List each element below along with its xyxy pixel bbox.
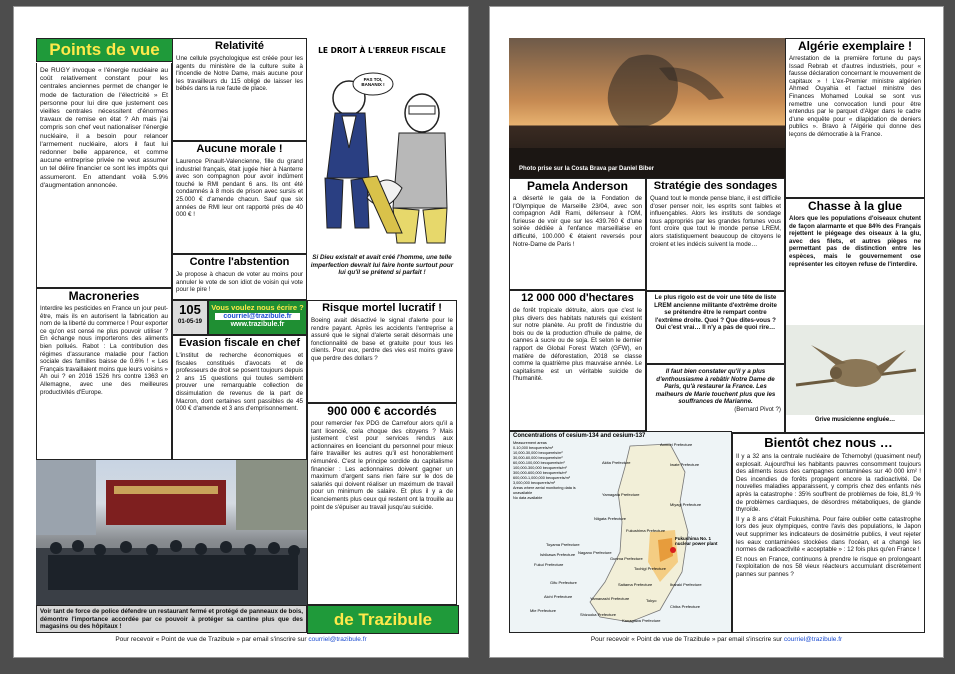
legend-item: 300,000-600,000 becquerels/m²	[513, 471, 567, 475]
article-hectares-text: de forêt tropicale détruite, alors que c'est le plus divers des habitats naturels qui existent sur notre planète. Au profit de l'industrie du bois ou de la production d'huile de palme, de cannes à sucre ou de soja. Et selon le dernier rapport de Global Forest Watch (GFW), en matière de déforestation, 2018 se classe comme la quatrième plus mauvaise année. Le capitalisme est un véritable suicide de l'humanité.	[513, 307, 642, 383]
article-glue	[785, 198, 925, 433]
article-bientot-text3: Et nous en France, continuons à prendre le risque en prolongeant l'exploitation de nos 58 vieux réacteurs accumulant discrètement pannes sur pannes ?	[736, 555, 921, 578]
article-evasion-title: Evasion fiscale en chef	[178, 337, 301, 349]
masthead-subtitle: de Trazibule	[307, 605, 459, 634]
article-risque-title: Risque mortel lucratif !	[322, 302, 442, 314]
article-accordes-title: 900 000 € accordés	[327, 404, 437, 418]
article-bientot-title: Bientôt chez nous …	[764, 435, 893, 450]
map-pref-ibaraki: Ibaraki Prefecture	[670, 582, 702, 587]
article-evasion-text: L'institut de recherche économiques et fiscales constitués d'avocats et de professeurs de droit se posent toujours depuis 2 ans 15 questions qui toutes semblent prouver une remarquable collection de dissimulation de revenus de la part de Macron, dont certaines sont passibles de 45 000 € d'amende et 3 ans d'emprisonnement.	[176, 352, 303, 413]
map-plant-label: Fukushima No. 1 nuclear power plant	[675, 536, 718, 546]
left-footer	[14, 636, 468, 643]
map-pref-tokyo: Tokyo	[646, 598, 657, 603]
map-pref-mie: Mie Prefecture	[530, 608, 557, 613]
article-rugy-text: De RUGY invoque « l'énergie nucléaire au coût relativement constant pour les centrales anciennes permet de changer le mode de facturation de l'électricité » Et personne pour lui dire que justement ces vieilles centrales nécessitent d'énormes travaux de remise en état ? Ah mais j'ai compris son chef veut nationaliser l'énergie nucléaire, il a besoin pour relancer l'armement nucléaire, alors il faut lui redonner belle apparence, et comme aucune entreprise privée ne veut assumer un tel délire financier ce sont les impôts qui assumeront. En attendant voilà 5.9% d'augmentation annoncée.	[40, 67, 168, 189]
article-abstention-title: Contre l'abstention	[189, 256, 290, 268]
article-macroneries-text: Interdire les pesticides en France un jour peut-être, mais ils en autorisent la fabrication au nom de la liberté du commerce ! Pour exporter ce qu'on est censé ne plus pouvoir utiliser ? En échange nous importerons des aliments bien pollués. Rabot : La contribution des régimes d'assurance maladie pour l'action sociale des familles baisse de 0.6% ! « Les Français travaillaient moins que leurs voisins » Ah oui ? en 2016 1526 hrs contre 1363 en Allemagne, avec une des meilleures productivités d'Europe.	[40, 305, 168, 396]
map-pref-toyama: Toyama Prefecture	[546, 542, 580, 547]
article-glue-text: Alors que les populations d'oiseaux chutent de façon alarmante et que 84% des Français rejettent le piégeage des oiseaux à la glu, avec des filets, et autres pièges ne permettant pas de distinction entre les espèces, mais le gouvernement ose représenter les citoyen refuse de l'interdire.	[789, 215, 921, 268]
map-pref-kanagawa: Kanagawa Prefecture	[622, 618, 661, 623]
map-pref-fukushima: Fukushima Prefecture	[626, 528, 666, 533]
map-pref-miyagi: Miyagi Prefecture	[670, 502, 702, 507]
left-footer-email[interactable]: courriel@trazibule.fr	[308, 636, 367, 643]
article-pamela-title: Pamela Anderson	[527, 179, 628, 193]
glue-bird-photo	[786, 325, 924, 415]
quote-dieu	[307, 254, 457, 300]
issue-number: 105	[179, 302, 201, 317]
article-morale	[172, 141, 307, 254]
right-footer	[490, 636, 943, 643]
map-pref-ishikawa: Ishikawa Prefecture	[540, 552, 576, 557]
article-sondages	[646, 178, 785, 291]
map-pref-aichi: Aichi Prefecture	[544, 594, 573, 599]
right-footer-text: Pour recevoir « Point de vue de Trazibule » par email s'inscrire sur	[590, 636, 783, 643]
article-macroneries	[36, 288, 172, 460]
article-risque-text: Boeing avait désactivé le signal d'alerte pour le rendre payant. Après les accidents l'entreprise a assuré que le signal d'alerte serait désormais une fonctionnalité de base et gratuite pour tous les clients. Pour eux, perdre des vies est moins grave que perdre des dollars ?	[311, 317, 453, 362]
map-pref-tochigi: Tochigi Prefecture	[634, 566, 667, 571]
article-rugy	[36, 63, 172, 288]
map-pref-gunma: Gunma Prefecture	[610, 556, 643, 561]
legend-item: 30,000-60,000 becquerels/m²	[513, 456, 563, 460]
article-relativite-title: Relativité	[215, 40, 264, 52]
article-lrem	[646, 291, 785, 364]
legend-item: Measurement areas	[513, 441, 547, 445]
legend-item: 10,000-30,000 becquerels/m²	[513, 451, 563, 455]
birds-photo-drawing	[509, 38, 785, 178]
contact-box	[208, 300, 307, 335]
article-bientot-text2: Il y a 8 ans c'était Fukushima. Pour faire oublier cette catastrophe lors des jeux olympiques, contre l'avis des populations, le Japon veut supprimer les indicateurs de dosimétrie publics, il veut rejeter les eaux contaminées stockées dans l'océan, et a changé les normes de radioactivité « acceptable » : 12 fois plus qu'en France !	[736, 515, 921, 554]
article-marie-author: (Bernard Pivot ?)	[734, 405, 781, 413]
cesium-map	[509, 431, 732, 633]
cartoon-title: LE DROIT À L'ERREUR FISCALE	[318, 46, 446, 55]
power-plant-icon	[670, 547, 676, 553]
article-accordes	[307, 403, 457, 605]
article-glue-title: Chasse à la glue	[807, 199, 903, 213]
cartoon-bubble: PAS TOI, BANANIX !	[361, 77, 385, 87]
article-morale-title: Aucune morale !	[196, 143, 283, 155]
article-pamela	[509, 178, 646, 290]
police-caption-text: Voir tant de force de police défendre un restaurant fermé et protégé de panneaux de bois, démontre l'importance accordée par ce pouvoir à protéger sa cantine plus que des magasins ou des hôpitaux !	[40, 608, 303, 631]
newsletter-page-right	[489, 6, 944, 658]
legend-item: Areas where aerial monitoring data is unavailable	[513, 486, 576, 495]
quote-dieu-text: Si Dieu existait et avait créé l'homme, une telle imperfection devrait lui faire honte surtout pour lui qu'il se prétend si parfait !	[310, 254, 454, 277]
map-pref-gifu: Gifu Prefecture	[550, 580, 577, 585]
article-evasion	[172, 335, 307, 460]
map-pref-fukui: Fukui Prefecture	[534, 562, 564, 567]
article-marie-text: Il faut bien constater qu'il y a plus d'enthousiasme à rebâtir Notre Dame de Paris, qu'à restaurer la France. Les malheurs de Marie touchent plus que les souffrances de Marianne.	[655, 368, 776, 406]
article-relativite-text: Une cellule psychologique est créée pour les agents du ministère de la culture suite à l'incendie de Notre Dame, mais aucune pour les travailleurs du 115 obligé de laisser les bébés dans la rue faute de place.	[176, 55, 303, 93]
legend-item: No data available	[513, 496, 543, 500]
article-lrem-text: Le plus rigolo est de voir une tête de liste LREM ancienne militante d'extrême droite se prétendre être le rempart contre l'extrême droite. Quoi ? Que dites-vous ? Oui c'est vrai… Il n'y a pas de quoi rire…	[654, 294, 777, 332]
issue-badge	[172, 300, 208, 335]
article-marie	[646, 364, 785, 433]
map-pref-iwate: Iwate Prefecture	[670, 462, 700, 467]
left-footer-text: Pour recevoir « Point de vue de Trazibule » par email s'inscrire sur	[115, 636, 307, 643]
police-photo-drawing	[36, 460, 307, 605]
glue-caption: Grive musicienne engluée…	[814, 417, 896, 423]
police-photo	[36, 460, 307, 605]
article-algerie-text: Arrestation de la première fortune du pays Issad Rebrab et d'autres industriels, pour « fausse déclaration concernant le mouvement de capitaux » ! L'ex-Premier ministre algérien Ahmed Ouyahia et l'actuel ministre des Finances Mohamed Loukal se sont vus remettre une convocation lundi pour être entendus par le parquet d'Alger dans le cadre d'une enquête pour « dilapidation de deniers publics ». Bravo à l'Algérie qui donne des leçons de démocratie à la France.	[789, 55, 921, 138]
article-algerie	[785, 38, 925, 198]
cesium-map-title: Concentrations of cesium-134 and cesium-137	[513, 433, 646, 439]
article-accordes-text: pour remercier l'ex PDG de Carrefour alors qu'il a tant licencié, cela choque des citoyens ? Mais justement c'est pour services rendus aux actionnaires en licenciant du personnel pour mieux faire travailler les autres qu'il est honorablement rémunéré. C'est le principe sordide du capitalisme financier : Les actionnaires doivent gagner un maximum d'argent sans rien faire sur le dos de salariés qui doivent réaliser un maximum de travail pour un minimum de salaire. Et plus il y a de licenciements plus ceux qui restent ont la trouille au point de s'épuiser au travail jusqu'au suicide.	[311, 420, 453, 511]
contact-email[interactable]: courriel@trazibule.fr	[215, 313, 300, 320]
article-abstention	[172, 254, 307, 300]
map-pref-yamagata: Yamagata Prefecture	[602, 492, 640, 497]
map-pref-aomori: Aomori Prefecture	[660, 442, 693, 447]
article-hectares-title: 12 000 000 d'hectares	[521, 292, 634, 304]
map-pref-chiba: Chiba Prefecture	[670, 604, 701, 609]
contact-site[interactable]: www.trazibule.fr	[230, 321, 285, 328]
article-macroneries-title: Macroneries	[68, 289, 140, 303]
legend-item: 0-10,000 becquerels/m²	[513, 446, 554, 450]
legend-item: 600,000-1,000,000 becquerels/m²	[513, 476, 570, 480]
masthead-title: Points de vue	[36, 38, 173, 62]
article-sondages-text: Quand tout le monde pense blanc, il est difficile d'oser penser noir, les esprits sont faibles et influençables. Alors les instituts de sondage tous appropriés par les grandes fortunes vous font croire que tout le monde pense LREM, alors statistiquement beaucoup de citoyens le croient et les indécis suivent la mode…	[650, 195, 781, 248]
map-pref-akita: Akita Prefecture	[602, 460, 631, 465]
article-pamela-text: a déserté le gala de la Fondation de l'Olympique de Marseille 23/04, avec son compagnon Adil Rami, défenseur à l'OM, furieuse de voir que sur les 439.760 € d'une soirée dédiée à l'enfance marseillaise en difficulté, 100.000 € étaient reversés pour Notre-Dame de Paris !	[513, 195, 642, 248]
article-risque	[307, 300, 457, 403]
legend-item: 60,000-100,000 becquerels/m²	[513, 461, 565, 465]
article-bientot	[732, 433, 925, 633]
legend-item: 3,000,000 becquerels/m²	[513, 481, 556, 485]
article-sondages-title: Stratégie des sondages	[653, 180, 778, 192]
contact-title: Vous voulez nous écrire ?	[211, 303, 304, 312]
map-pref-shizuoka: Shizuoka Prefecture	[580, 612, 617, 617]
birds-photo-caption: Photo prise sur la Costa Brava par Daniel Biber	[519, 166, 655, 172]
police-caption	[36, 605, 307, 633]
article-algerie-title: Algérie exemplaire !	[797, 39, 913, 53]
cartoon	[307, 38, 457, 254]
article-bientot-text1: Il y a 32 ans la centrale nucléaire de Tchernobyl (quasiment neuf) explosait. Aujourd'hui les habitants pauvres consomment toujours des aliments issus des campagnes contaminées sur 40 000 km² ! Des incendies de forêts propagent encore la radioactivité. De nouvelles maladies apparaissent, y compris chez des enfants nés après la catastrophe : 35% souffrent de problèmes de foie, 81,9 % de problèmes cardiaques, de désordres métaboliques, de glande thyroïde.	[736, 453, 921, 514]
cartoon-drawing	[307, 58, 457, 253]
article-relativite	[172, 38, 307, 141]
map-pref-nagano: Nagano Prefecture	[578, 550, 612, 555]
article-abstention-text: Je propose à chacun de voter au moins pour annuler le vote de son idiot de voisin qui vote pour le pire !	[176, 271, 303, 294]
article-hectares	[509, 290, 646, 431]
map-pref-saitama: Saitama Prefecture	[618, 582, 653, 587]
map-pref-yamanashi: Yamanashi Prefecture	[590, 596, 630, 601]
right-footer-email[interactable]: courriel@trazibule.fr	[783, 636, 843, 643]
newsletter-page-left	[13, 6, 469, 658]
issue-date: 01-05-19	[177, 319, 203, 325]
map-pref-niigata: Niigata Prefecture	[594, 516, 627, 521]
article-morale-text: Laurence Pinault-Valencienne, fille du grand industriel français, était jugée hier à Nanterre avec son compagnon pour avoir indûment touché le RMI pendant 6 ans. Ils ont été condamnés à 8 mois de prison avec sursis et 25.000 € d'amende chacun. Sauf que six années de RMI leur ont rapporté près de 40 000 € !	[176, 158, 303, 219]
birds-photo	[509, 38, 785, 178]
legend-item: 100,000-300,000 becquerels/m²	[513, 466, 567, 470]
